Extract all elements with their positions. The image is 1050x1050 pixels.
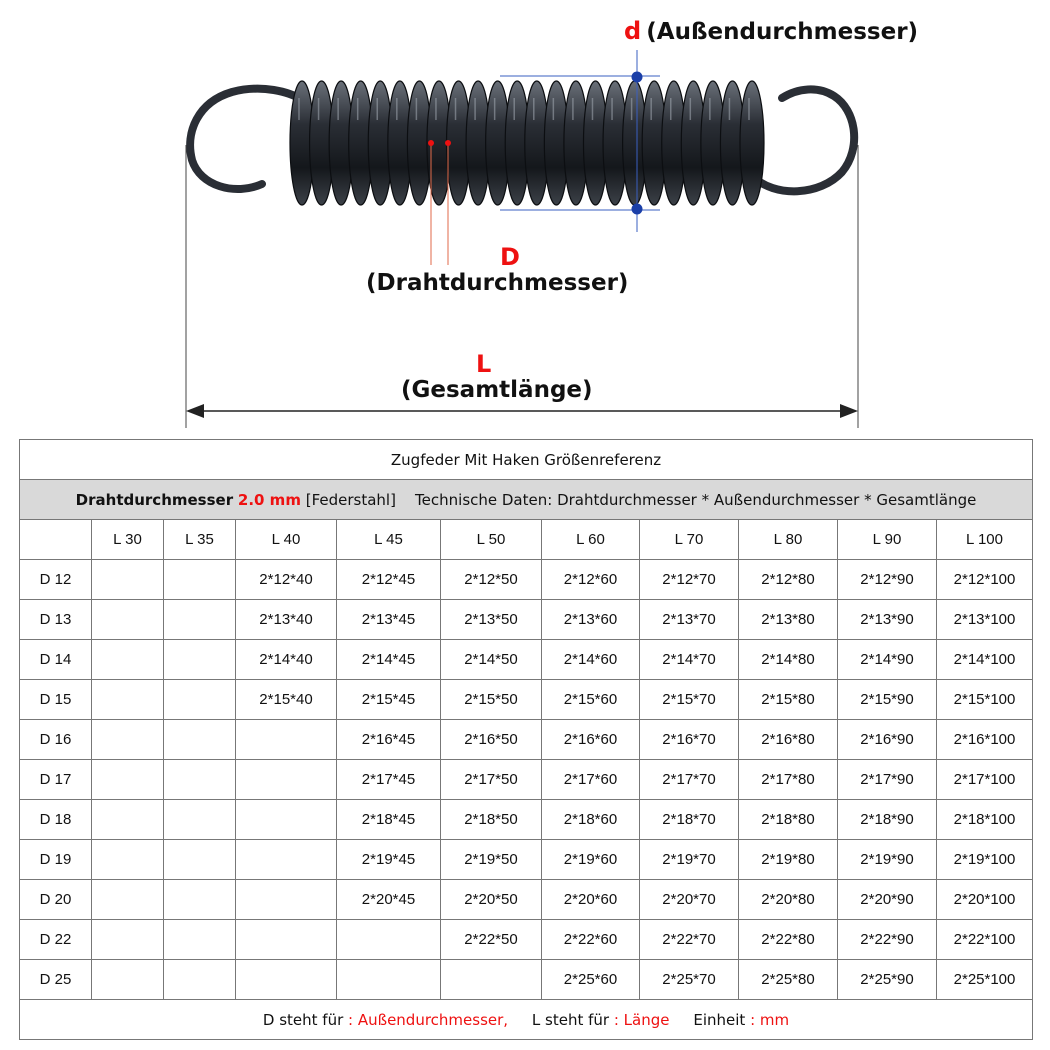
table-row xyxy=(20,760,1033,800)
table-cell: 2*19*90 xyxy=(838,840,937,880)
table-cell xyxy=(164,600,236,640)
table-body xyxy=(20,520,1033,1000)
column-header: L 50 xyxy=(441,520,542,560)
table-cell: 2*18*60 xyxy=(542,800,640,840)
table-cell: 2*13*70 xyxy=(640,600,739,640)
table-cell xyxy=(441,960,542,1000)
table-cell xyxy=(92,720,164,760)
table-cell: 2*13*50 xyxy=(441,600,542,640)
table-cell: 2*25*80 xyxy=(739,960,838,1000)
table-cell: 2*19*50 xyxy=(441,840,542,880)
table-cell: 2*14*40 xyxy=(236,640,337,680)
table-cell: 2*14*50 xyxy=(441,640,542,680)
table-cell xyxy=(236,800,337,840)
table-cell: 2*22*80 xyxy=(739,920,838,960)
table-cell xyxy=(164,640,236,680)
table-cell: 2*22*100 xyxy=(937,920,1033,960)
table-cell: 2*17*45 xyxy=(337,760,441,800)
row-header: D 18 xyxy=(20,800,92,840)
table-cell: 2*19*45 xyxy=(337,840,441,880)
table-row xyxy=(20,600,1033,640)
column-header: L 100 xyxy=(937,520,1033,560)
footer-unit-value: : mm xyxy=(750,1010,790,1029)
table-cell: 2*17*90 xyxy=(838,760,937,800)
table-row xyxy=(20,640,1033,680)
table-cell xyxy=(164,760,236,800)
table-cell: 2*16*45 xyxy=(337,720,441,760)
table-cell: 2*18*50 xyxy=(441,800,542,840)
column-header: L 80 xyxy=(739,520,838,560)
table-cell xyxy=(92,920,164,960)
od-bottom-marker xyxy=(632,204,643,215)
sub-material: [Federstahl] xyxy=(305,490,396,509)
table-cell: 2*19*70 xyxy=(640,840,739,880)
row-header: D 25 xyxy=(20,960,92,1000)
table-cell: 2*14*45 xyxy=(337,640,441,680)
table-row xyxy=(20,840,1033,880)
table-cell: 2*15*60 xyxy=(542,680,640,720)
row-header: D 22 xyxy=(20,920,92,960)
table-cell: 2*15*80 xyxy=(739,680,838,720)
row-header: D 20 xyxy=(20,880,92,920)
spring-coils xyxy=(290,81,764,205)
table-cell: 2*13*90 xyxy=(838,600,937,640)
column-header: L 45 xyxy=(337,520,441,560)
table-row xyxy=(20,880,1033,920)
table-cell: 2*22*50 xyxy=(441,920,542,960)
table-cell: 2*13*60 xyxy=(542,600,640,640)
table-cell: 2*12*50 xyxy=(441,560,542,600)
table-cell: 2*20*100 xyxy=(937,880,1033,920)
table-cell: 2*20*90 xyxy=(838,880,937,920)
table-cell: 2*25*100 xyxy=(937,960,1033,1000)
table-cell: 2*13*45 xyxy=(337,600,441,640)
table-cell: 2*16*100 xyxy=(937,720,1033,760)
table-cell: 2*12*70 xyxy=(640,560,739,600)
wire-marker-1 xyxy=(428,140,434,146)
table-cell xyxy=(164,680,236,720)
table-cell: 2*12*45 xyxy=(337,560,441,600)
table-cell xyxy=(236,880,337,920)
row-header: D 16 xyxy=(20,720,92,760)
footer-d-label: D steht für xyxy=(262,1010,344,1029)
table-cell: 2*18*80 xyxy=(739,800,838,840)
table-cell: 2*15*70 xyxy=(640,680,739,720)
table-cell: 2*18*45 xyxy=(337,800,441,840)
table-cell: 2*18*70 xyxy=(640,800,739,840)
spring-diagram xyxy=(0,0,1050,440)
od-top-marker xyxy=(632,72,643,83)
table-cell xyxy=(92,880,164,920)
table-cell xyxy=(337,920,441,960)
table-cell: 2*14*60 xyxy=(542,640,640,680)
table-cell: 2*22*90 xyxy=(838,920,937,960)
table-cell: 2*12*60 xyxy=(542,560,640,600)
size-table xyxy=(19,439,1033,1040)
sub-bold: Drahtdurchmesser xyxy=(75,490,234,509)
column-header: L 30 xyxy=(92,520,164,560)
table-cell xyxy=(92,760,164,800)
table-cell: 2*14*80 xyxy=(739,640,838,680)
table-cell xyxy=(164,960,236,1000)
length-arrow-left xyxy=(186,404,204,418)
od-label xyxy=(624,17,918,45)
table-cell xyxy=(92,560,164,600)
table-row xyxy=(20,800,1033,840)
spring-illustration xyxy=(0,0,1050,440)
table-cell: 2*15*45 xyxy=(337,680,441,720)
table-cell xyxy=(164,560,236,600)
length-text: (Gesamtlänge) xyxy=(401,377,593,403)
table-cell: 2*13*40 xyxy=(236,600,337,640)
table-cell: 2*20*70 xyxy=(640,880,739,920)
table-cell: 2*17*100 xyxy=(937,760,1033,800)
table-cell xyxy=(164,800,236,840)
table-header-row xyxy=(20,520,1033,560)
table-cell: 2*17*80 xyxy=(739,760,838,800)
table-cell: 2*25*70 xyxy=(640,960,739,1000)
footer-l-label: L steht für xyxy=(531,1010,610,1029)
right-hook xyxy=(752,89,854,191)
table-cell xyxy=(236,760,337,800)
table-cell: 2*15*100 xyxy=(937,680,1033,720)
table-title: Zugfeder Mit Haken Größenreferenz xyxy=(20,440,1033,480)
table-cell: 2*25*90 xyxy=(838,960,937,1000)
table-cell xyxy=(92,640,164,680)
table-cell: 2*12*40 xyxy=(236,560,337,600)
row-header: D 12 xyxy=(20,560,92,600)
sub-value: 2.0 mm xyxy=(237,490,301,509)
length-letter: L xyxy=(476,350,492,378)
length-arrow-right xyxy=(840,404,858,418)
table-cell: 2*15*50 xyxy=(441,680,542,720)
table-cell: 2*16*50 xyxy=(441,720,542,760)
column-header: L 40 xyxy=(236,520,337,560)
od-letter: d xyxy=(624,17,642,45)
table-cell xyxy=(337,960,441,1000)
wire-letter: D xyxy=(500,243,520,271)
table-cell: 2*16*70 xyxy=(640,720,739,760)
table-subtitle xyxy=(20,480,1033,520)
footer-l-value: : Länge xyxy=(613,1010,670,1029)
footer-unit-label: Einheit xyxy=(693,1010,746,1029)
table-cell: 2*14*100 xyxy=(937,640,1033,680)
table-cell xyxy=(236,720,337,760)
table-cell: 2*25*60 xyxy=(542,960,640,1000)
table-cell: 2*14*70 xyxy=(640,640,739,680)
table-row xyxy=(20,720,1033,760)
row-header: D 14 xyxy=(20,640,92,680)
table-cell xyxy=(92,960,164,1000)
table-cell: 2*12*100 xyxy=(937,560,1033,600)
table-cell: 2*20*80 xyxy=(739,880,838,920)
table-cell: 2*12*90 xyxy=(838,560,937,600)
table-cell: 2*12*80 xyxy=(739,560,838,600)
row-header: D 13 xyxy=(20,600,92,640)
table-cell: 2*18*90 xyxy=(838,800,937,840)
wire-marker-2 xyxy=(445,140,451,146)
table-cell: 2*18*100 xyxy=(937,800,1033,840)
table-row xyxy=(20,560,1033,600)
table-cell xyxy=(236,960,337,1000)
table-cell xyxy=(92,680,164,720)
table-row xyxy=(20,680,1033,720)
row-header: D 15 xyxy=(20,680,92,720)
footer-d-value: : Außendurchmesser, xyxy=(348,1010,509,1029)
table-cell: 2*17*70 xyxy=(640,760,739,800)
table-cell: 2*19*100 xyxy=(937,840,1033,880)
table-cell: 2*19*80 xyxy=(739,840,838,880)
table-cell: 2*16*90 xyxy=(838,720,937,760)
table-cell: 2*15*40 xyxy=(236,680,337,720)
table-cell: 2*13*80 xyxy=(739,600,838,640)
column-header: L 35 xyxy=(164,520,236,560)
table-cell: 2*20*60 xyxy=(542,880,640,920)
table-cell xyxy=(236,920,337,960)
table-row xyxy=(20,920,1033,960)
column-header: L 60 xyxy=(542,520,640,560)
row-header: D 19 xyxy=(20,840,92,880)
coil-turn xyxy=(740,81,764,205)
table-cell xyxy=(164,840,236,880)
table-cell: 2*17*50 xyxy=(441,760,542,800)
table-cell: 2*22*70 xyxy=(640,920,739,960)
sub-tech: Technische Daten: Drahtdurchmesser * Außendurchmesser * Gesamtlänge xyxy=(415,490,977,509)
header-corner xyxy=(20,520,92,560)
table-footer xyxy=(20,1000,1033,1040)
table-cell: 2*16*80 xyxy=(739,720,838,760)
table-cell: 2*14*90 xyxy=(838,640,937,680)
table-cell: 2*15*90 xyxy=(838,680,937,720)
table-cell: 2*17*60 xyxy=(542,760,640,800)
wire-text: (Drahtdurchmesser) xyxy=(366,270,629,296)
column-header: L 90 xyxy=(838,520,937,560)
table-cell: 2*16*60 xyxy=(542,720,640,760)
table-cell: 2*19*60 xyxy=(542,840,640,880)
table-cell xyxy=(164,880,236,920)
column-header: L 70 xyxy=(640,520,739,560)
od-text: (Außendurchmesser) xyxy=(646,19,919,45)
left-hook xyxy=(190,89,302,189)
table-cell xyxy=(92,600,164,640)
table-cell xyxy=(92,840,164,880)
table-cell: 2*22*60 xyxy=(542,920,640,960)
table-cell xyxy=(164,720,236,760)
table-cell xyxy=(164,920,236,960)
table-cell xyxy=(236,840,337,880)
row-header: D 17 xyxy=(20,760,92,800)
table-row xyxy=(20,960,1033,1000)
table-cell xyxy=(92,800,164,840)
table-cell: 2*13*100 xyxy=(937,600,1033,640)
table-cell: 2*20*45 xyxy=(337,880,441,920)
table-cell: 2*20*50 xyxy=(441,880,542,920)
